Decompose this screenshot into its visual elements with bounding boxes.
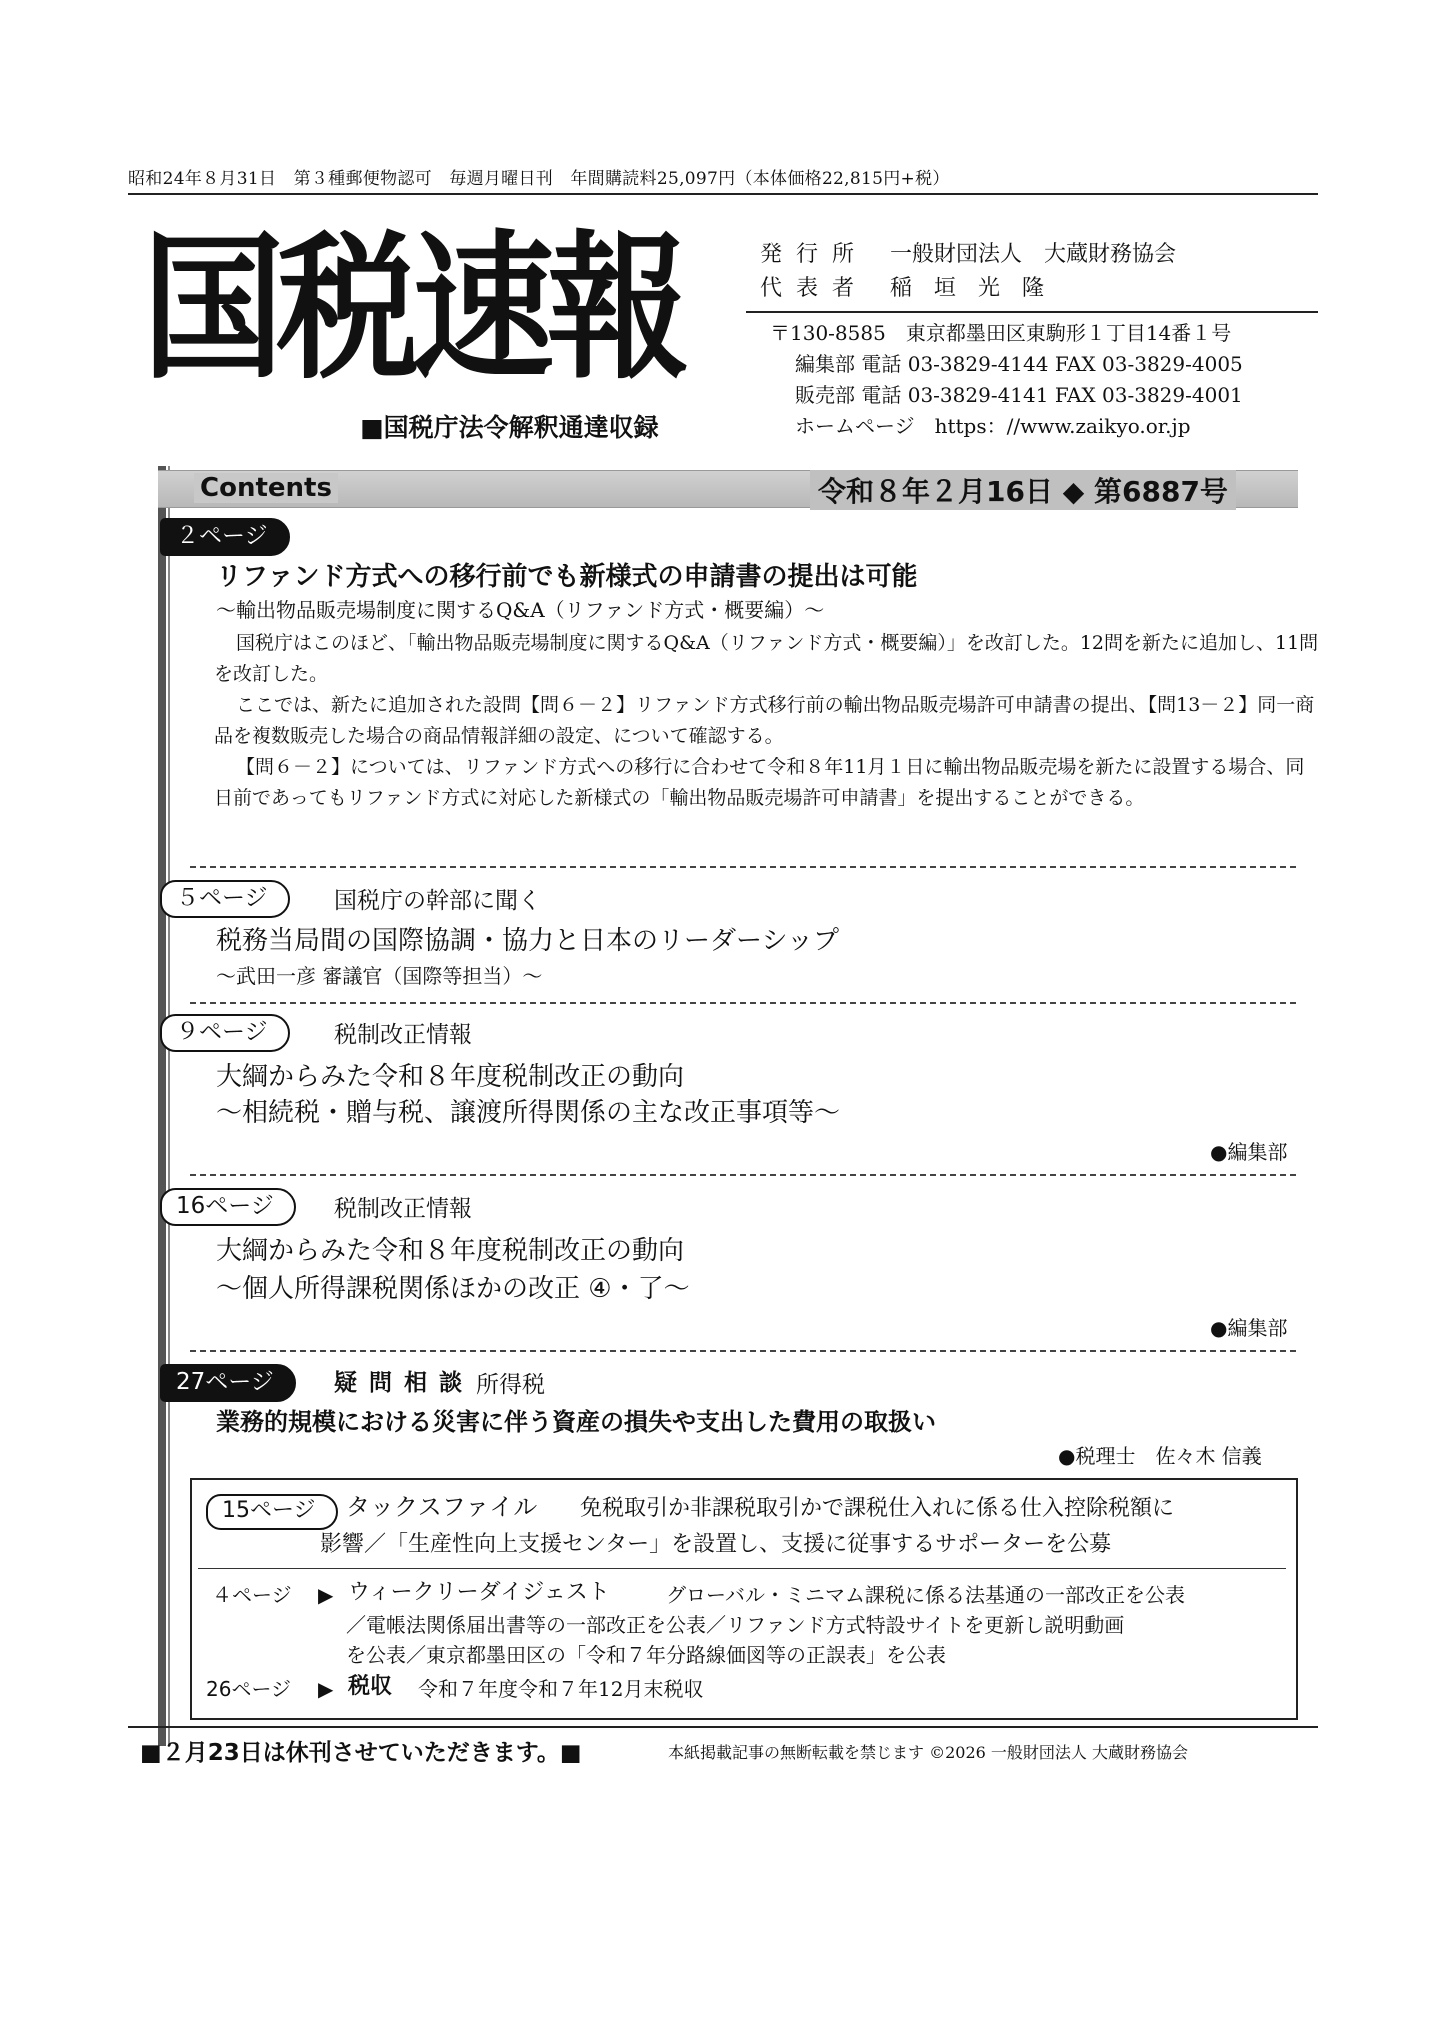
publication-meta: 昭和24年８月31日 第３種郵便物認可 毎週月曜日刊 年間購読料25,097円（本体価格22,815円+税） xyxy=(128,169,950,189)
article-paragraph: 【問６－２】については、リファンド方式への移行に合わせて令和８年11月１日に輸出物品販売場を新たに設置する場合、同日前であってもリファンド方式に対応した新様式の「輸出物品販売場許可申請書」を提出することができる。 xyxy=(214,756,1305,809)
representative-label: 代表者 xyxy=(760,276,869,301)
publisher-divider xyxy=(746,311,1318,313)
page-badge-15[interactable]: 15ページ xyxy=(206,1494,338,1530)
box-title[interactable]: タックスファイル xyxy=(346,1493,538,1521)
publisher-label: 発行所 xyxy=(760,242,869,267)
article-subtitle: ～輸出物品販売場制度に関するQ&A（リファンド方式・概要編）～ xyxy=(216,598,825,622)
masthead-subtitle: ■国税庁法令解釈通達収録 xyxy=(360,413,659,442)
contact-info xyxy=(770,318,1243,442)
article-category-sub: 所得税 xyxy=(476,1372,545,1398)
article-paragraph: ここでは、新たに追加された設問【問６－２】リファンド方式移行前の輸出物品販売場許可申請書の提出、【問13－２】同一商品を複数販売した場合の商品情報詳細の設定、について確認する。 xyxy=(214,694,1315,747)
box-row-title[interactable]: ウィークリーダイジェスト xyxy=(348,1580,610,1605)
publisher-row xyxy=(760,238,1176,272)
section-divider xyxy=(190,1350,1296,1352)
box-row-page[interactable]: ４ページ xyxy=(212,1583,292,1607)
publisher-info xyxy=(760,238,1176,306)
copyright-notice: 本紙掲載記事の無断転載を禁じます ©2026 一般財団法人 大蔵財務協会 xyxy=(668,1743,1188,1762)
contents-left-bar xyxy=(158,466,166,1746)
representative-row xyxy=(760,272,1176,306)
issue-date-number: 令和８年２月16日 ◆ 第6887号 xyxy=(810,470,1236,510)
article-credit: ●編集部 xyxy=(1210,1316,1288,1340)
arrow-right-icon: ▶ xyxy=(318,1583,334,1607)
article-subtitle: ～武田一彦 審議官（国際等担当）～ xyxy=(216,964,543,988)
article-category: 国税庁の幹部に聞く xyxy=(334,888,541,914)
representative-value: 稲 垣 光 隆 xyxy=(890,276,1045,301)
logo-text: 国税速報 xyxy=(142,217,682,401)
box-row-line: ／電帳法関係届出書等の一部改正を公表／リファンド方式特設サイトを更新し説明動画 xyxy=(346,1613,1125,1637)
section-divider xyxy=(190,1174,1296,1176)
page-badge-2[interactable]: ２ページ xyxy=(160,518,290,556)
page-badge-9[interactable]: ９ページ xyxy=(160,1014,290,1052)
box-divider xyxy=(198,1568,1286,1569)
box-row-line: 令和７年度令和７年12月末税収 xyxy=(418,1677,704,1701)
article-paragraph: 国税庁はこのほど、「輸出物品販売場制度に関するQ&A（リファンド方式・概要編）」を改訂した。12問を新たに追加し、11問を改訂した。 xyxy=(214,632,1319,685)
article-credit: ●編集部 xyxy=(1210,1140,1288,1164)
article-headline[interactable]: 大綱からみた令和８年度税制改正の動向 xyxy=(216,1062,685,1092)
article-headline-sub: ～個人所得課税関係ほかの改正 ④・了～ xyxy=(216,1274,690,1304)
contents-left-bar-inner xyxy=(168,466,170,1746)
arrow-right-icon: ▶ xyxy=(318,1677,334,1701)
box-text-line: 免税取引か非課税取引かで課税仕入れに係る仕入控除税額に xyxy=(580,1496,1175,1521)
top-divider xyxy=(128,193,1318,195)
section-divider xyxy=(190,1002,1296,1004)
page-badge-5[interactable]: ５ページ xyxy=(160,880,290,918)
holiday-notice: ■２月23日は休刊させていただきます。■ xyxy=(140,1740,582,1766)
box-row-line: を公表／東京都墨田区の「令和７年分路線価図等の正誤表」を公表 xyxy=(346,1643,946,1667)
page-badge-27[interactable]: 27ページ xyxy=(160,1364,296,1402)
page-badge-16[interactable]: 16ページ xyxy=(160,1188,296,1226)
sales-contact: 販売部 電話 03-3829-4141 FAX 03-3829-4001 xyxy=(795,383,1243,407)
box-row-title[interactable]: 税収 xyxy=(348,1674,393,1699)
publisher-value: 一般財団法人 大蔵財務協会 xyxy=(890,242,1177,267)
footer-divider xyxy=(128,1726,1318,1728)
homepage-link[interactable]: ホームページ https：//www.zaikyo.or.jp xyxy=(795,414,1191,438)
contents-label: Contents xyxy=(194,473,338,503)
article-category: 疑 問 相 談 xyxy=(334,1370,465,1396)
article-headline[interactable]: 税務当局間の国際協調・協力と日本のリーダーシップ xyxy=(216,926,839,956)
box-text-line: 影響／「生産性向上支援センター」を設置し、支援に従事するサポーターを公募 xyxy=(320,1532,1112,1557)
article-category: 税制改正情報 xyxy=(334,1022,472,1048)
article-headline-sub: ～相続税・贈与税、譲渡所得関係の主な改正事項等～ xyxy=(216,1098,841,1128)
editorial-contact: 編集部 電話 03-3829-4144 FAX 03-3829-4005 xyxy=(795,352,1243,376)
article-headline[interactable]: 業務的規模における災害に伴う資産の損失や支出した費用の取扱い xyxy=(216,1408,936,1436)
article-headline[interactable]: 大綱からみた令和８年度税制改正の動向 xyxy=(216,1236,685,1266)
box-row-page[interactable]: 26ページ xyxy=(206,1677,292,1701)
article-body xyxy=(214,628,1322,814)
postal-address: 〒130-8585 東京都墨田区東駒形１丁目14番１号 xyxy=(770,321,1232,345)
article-category: 税制改正情報 xyxy=(334,1196,472,1222)
masthead-logo xyxy=(142,218,712,400)
box-row-line: グローバル・ミニマム課税に係る法基通の一部改正を公表 xyxy=(666,1583,1185,1607)
article-credit: ●税理士 佐々木 信義 xyxy=(1058,1444,1262,1468)
article-headline[interactable]: リファンド方式への移行前でも新様式の申請書の提出は可能 xyxy=(216,562,918,592)
section-divider xyxy=(190,866,1296,868)
